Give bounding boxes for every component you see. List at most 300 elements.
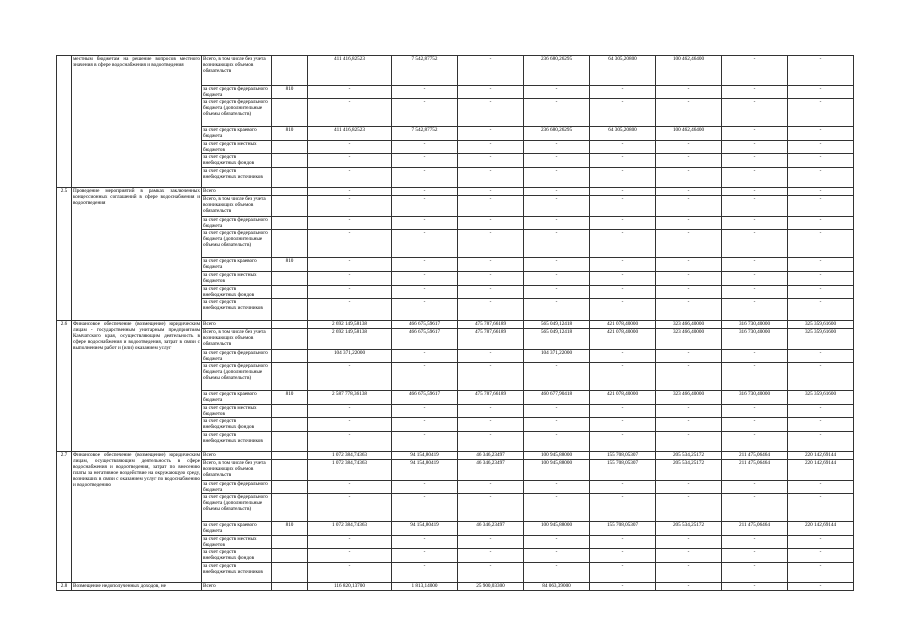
year-amount: -: [524, 168, 590, 188]
year-amount: -: [524, 196, 590, 217]
funding-source: за счет средств краевого бюджета: [202, 258, 272, 272]
year-amount: 466 675,59617: [392, 329, 458, 350]
funding-source: Всего: [202, 321, 272, 329]
year-amount: -: [458, 86, 524, 99]
year-amount: 25 900,03300: [458, 583, 524, 591]
funding-source: за счет средств краевого бюджета: [202, 391, 272, 405]
year-amount: 220 142,69144: [788, 522, 854, 536]
year-amount: -: [458, 56, 524, 86]
year-amount: 7 542,87752: [392, 56, 458, 86]
year-amount: -: [590, 536, 656, 549]
year-amount: -: [722, 494, 788, 522]
year-amount: -: [590, 217, 656, 230]
measure-number: 2.5: [57, 188, 72, 321]
funding-source: за счет средств внебюджетных фондов: [202, 286, 272, 299]
funding-source: Всего, в том числе без учета возникающих объемов обязательств: [202, 460, 272, 481]
table-row: [57, 56, 854, 86]
year-amount: -: [656, 286, 722, 299]
year-amount: -: [392, 141, 458, 154]
funding-source: за счет средств федерального бюджета (дополнительные объемы обязательств): [202, 230, 272, 258]
year-amount: -: [590, 549, 656, 563]
kbk-code: [272, 494, 308, 522]
year-amount: -: [788, 299, 854, 321]
funding-source: за счет средств местных бюджетов: [202, 405, 272, 418]
year-amount: -: [788, 549, 854, 563]
year-amount: -: [788, 286, 854, 299]
year-amount: -: [722, 563, 788, 583]
year-amount: -: [392, 99, 458, 127]
year-amount: -: [656, 405, 722, 418]
table-row: [57, 583, 854, 591]
year-amount: -: [788, 418, 854, 432]
year-amount: -: [656, 536, 722, 549]
table-row: [57, 321, 854, 329]
year-amount: 46 346,23497: [458, 460, 524, 481]
year-amount: -: [722, 154, 788, 168]
year-amount: -: [524, 481, 590, 494]
year-amount: -: [458, 350, 524, 363]
funding-source: за счет средств внебюджетных фондов: [202, 418, 272, 432]
year-amount: -: [722, 188, 788, 196]
total-amount: -: [308, 286, 392, 299]
funding-source: Всего, в том числе без учета возникающих объемов обязательств: [202, 56, 272, 86]
year-amount: 475 787,66189: [458, 321, 524, 329]
kbk-code: [272, 99, 308, 127]
year-amount: -: [656, 363, 722, 391]
year-amount: -: [788, 494, 854, 522]
kbk-code: [272, 549, 308, 563]
year-amount: -: [524, 99, 590, 127]
year-amount: -: [458, 363, 524, 391]
year-amount: -: [788, 363, 854, 391]
year-amount: 100 462,46400: [656, 127, 722, 141]
total-amount: -: [308, 188, 392, 196]
year-amount: 325 359,61600: [788, 329, 854, 350]
kbk-code: [272, 299, 308, 321]
total-amount: 1 072 384,74363: [308, 522, 392, 536]
year-amount: 46 346,23497: [458, 452, 524, 460]
funding-source: за счет средств местных бюджетов: [202, 536, 272, 549]
year-amount: -: [722, 299, 788, 321]
measure-description: местным бюджетам на решение вопросов местного значения в сфере водоснабжения и водоотведения: [72, 56, 202, 188]
year-amount: -: [722, 350, 788, 363]
year-amount: 46 346,23497: [458, 522, 524, 536]
year-amount: -: [458, 217, 524, 230]
year-amount: -: [656, 272, 722, 286]
kbk-code: [272, 405, 308, 418]
year-amount: -: [788, 536, 854, 549]
year-amount: -: [590, 432, 656, 452]
year-amount: -: [788, 432, 854, 452]
kbk-code: [272, 188, 308, 196]
year-amount: 211 475,06464: [722, 452, 788, 460]
year-amount: 475 787,66189: [458, 391, 524, 405]
year-amount: -: [392, 432, 458, 452]
year-amount: -: [722, 99, 788, 127]
year-amount: -: [656, 563, 722, 583]
total-amount: -: [308, 99, 392, 127]
year-amount: -: [590, 154, 656, 168]
year-amount: -: [458, 405, 524, 418]
funding-source: за счет средств внебюджетных источников: [202, 432, 272, 452]
year-amount: -: [590, 99, 656, 127]
year-amount: -: [392, 536, 458, 549]
year-amount: -: [656, 217, 722, 230]
year-amount: 94 154,80419: [392, 452, 458, 460]
year-amount: -: [392, 549, 458, 563]
year-amount: -: [524, 230, 590, 258]
year-amount: -: [524, 494, 590, 522]
year-amount: -: [524, 154, 590, 168]
year-amount: 316 730,40000: [722, 321, 788, 329]
year-amount: 466 675,59617: [392, 321, 458, 329]
total-amount: -: [308, 217, 392, 230]
year-amount: -: [392, 168, 458, 188]
year-amount: -: [458, 168, 524, 188]
year-amount: -: [524, 86, 590, 99]
year-amount: -: [722, 432, 788, 452]
year-amount: -: [524, 299, 590, 321]
total-amount: -: [308, 299, 392, 321]
funding-source: за счет средств федерального бюджета: [202, 217, 272, 230]
year-amount: -: [722, 56, 788, 86]
measure-number: [57, 56, 72, 188]
year-amount: -: [656, 549, 722, 563]
year-amount: 475 787,66189: [458, 329, 524, 350]
year-amount: -: [458, 563, 524, 583]
year-amount: -: [590, 258, 656, 272]
year-amount: -: [788, 99, 854, 127]
kbk-code: [272, 363, 308, 391]
kbk-code: 810: [272, 258, 308, 272]
total-amount: -: [308, 418, 392, 432]
year-amount: -: [788, 272, 854, 286]
measure-description: Финансовое обеспечение (возмещение) юридическим лицам - государственным унитарным предприятиям Камчатского края, осуществляющим деятельность в сфере водоснабжения и водоотведения, затрат в связи с выполнением работ и (или) оказанием услуг: [72, 321, 202, 452]
year-amount: -: [590, 418, 656, 432]
funding-source: за счет средств федерального бюджета: [202, 350, 272, 363]
year-amount: -: [656, 230, 722, 258]
funding-source: Всего: [202, 583, 272, 591]
year-amount: -: [392, 481, 458, 494]
year-amount: -: [722, 258, 788, 272]
year-amount: -: [656, 99, 722, 127]
year-amount: 323 466,40000: [656, 329, 722, 350]
year-amount: -: [458, 536, 524, 549]
year-amount: 100 945,88000: [524, 460, 590, 481]
total-amount: 2 692 149,58138: [308, 329, 392, 350]
kbk-code: [272, 56, 308, 86]
funding-source: за счет средств краевого бюджета: [202, 127, 272, 141]
year-amount: 84 063,39000: [524, 583, 590, 591]
year-amount: -: [524, 272, 590, 286]
year-amount: 94 154,80419: [392, 460, 458, 481]
year-amount: 205 534,25172: [656, 522, 722, 536]
year-amount: -: [392, 230, 458, 258]
funding-source: за счет средств внебюджетных фондов: [202, 154, 272, 168]
year-amount: 466 675,59617: [392, 391, 458, 405]
year-amount: 100 945,88000: [524, 522, 590, 536]
year-amount: -: [524, 432, 590, 452]
year-amount: -: [590, 494, 656, 522]
year-amount: -: [722, 196, 788, 217]
year-amount: 220 142,69144: [788, 452, 854, 460]
year-amount: -: [392, 258, 458, 272]
year-amount: -: [722, 549, 788, 563]
year-amount: -: [392, 405, 458, 418]
measure-description: Возмещение недополученных доходов, не: [72, 583, 202, 591]
year-amount: -: [458, 188, 524, 196]
year-amount: -: [722, 286, 788, 299]
total-amount: -: [308, 405, 392, 418]
year-amount: 460 677,90418: [524, 391, 590, 405]
year-amount: -: [590, 230, 656, 258]
kbk-code: [272, 418, 308, 432]
year-amount: 211 475,06464: [722, 460, 788, 481]
year-amount: -: [656, 154, 722, 168]
year-amount: -: [590, 563, 656, 583]
year-amount: -: [524, 286, 590, 299]
year-amount: -: [788, 230, 854, 258]
year-amount: -: [458, 286, 524, 299]
year-amount: -: [788, 168, 854, 188]
kbk-code: [272, 536, 308, 549]
funding-source: за счет средств внебюджетных фондов: [202, 549, 272, 563]
year-amount: -: [458, 272, 524, 286]
year-amount: -: [788, 405, 854, 418]
year-amount: 100 945,88000: [524, 452, 590, 460]
funding-source: за счет средств внебюджетных источников: [202, 299, 272, 321]
kbk-code: [272, 321, 308, 329]
year-amount: -: [656, 141, 722, 154]
funding-source: за счет средств федерального бюджета (дополнительные объемы обязательств): [202, 494, 272, 522]
year-amount: -: [722, 86, 788, 99]
year-amount: 155 708,05307: [590, 452, 656, 460]
year-amount: -: [788, 350, 854, 363]
year-amount: -: [590, 481, 656, 494]
year-amount: -: [722, 217, 788, 230]
year-amount: -: [524, 188, 590, 196]
year-amount: -: [392, 299, 458, 321]
kbk-code: [272, 452, 308, 460]
total-amount: -: [308, 141, 392, 154]
year-amount: -: [656, 299, 722, 321]
year-amount: 316 730,40000: [722, 329, 788, 350]
year-amount: -: [524, 141, 590, 154]
funding-source: за счет средств федерального бюджета: [202, 86, 272, 99]
measure-description: Финансовое обеспечение (возмещение) юридическим лицам, осуществляющим деятельность в сфере водоснабжения и водоотведения, затрат по внесению платы за негативное воздействие на окружающую среду, возникших в связи с оказанием услуг по водоснабжению и водоотведению: [72, 452, 202, 583]
year-amount: 236 680,26295: [524, 56, 590, 86]
kbk-code: [272, 563, 308, 583]
year-amount: -: [590, 583, 656, 591]
year-amount: -: [458, 258, 524, 272]
year-amount: -: [458, 299, 524, 321]
year-amount: -: [458, 154, 524, 168]
year-amount: -: [722, 583, 788, 591]
kbk-code: [272, 432, 308, 452]
year-amount: -: [788, 481, 854, 494]
year-amount: -: [392, 196, 458, 217]
funding-source: Всего: [202, 452, 272, 460]
kbk-code: [272, 217, 308, 230]
year-amount: -: [524, 217, 590, 230]
funding-source: за счет средств внебюджетных источников: [202, 563, 272, 583]
year-amount: 104 371,22000: [524, 350, 590, 363]
year-amount: 1 813,14000: [392, 583, 458, 591]
year-amount: -: [392, 86, 458, 99]
year-amount: -: [656, 432, 722, 452]
year-amount: -: [656, 168, 722, 188]
year-amount: 155 708,05307: [590, 522, 656, 536]
total-amount: -: [308, 536, 392, 549]
year-amount: 421 078,40000: [590, 329, 656, 350]
year-amount: -: [392, 563, 458, 583]
funding-source: за счет средств внебюджетных источников: [202, 168, 272, 188]
kbk-code: [272, 350, 308, 363]
kbk-code: [272, 230, 308, 258]
year-amount: -: [788, 188, 854, 196]
measure-number: 2.8: [57, 583, 72, 591]
year-amount: -: [392, 154, 458, 168]
year-amount: 565 049,12418: [524, 329, 590, 350]
year-amount: -: [524, 258, 590, 272]
year-amount: -: [788, 127, 854, 141]
total-amount: 2 587 778,36138: [308, 391, 392, 405]
year-amount: 155 708,05307: [590, 460, 656, 481]
kbk-code: [272, 329, 308, 350]
table-row: [57, 452, 854, 460]
year-amount: 421 078,40000: [590, 321, 656, 329]
year-amount: -: [458, 418, 524, 432]
year-amount: 205 534,25172: [656, 460, 722, 481]
total-amount: -: [308, 258, 392, 272]
year-amount: -: [524, 363, 590, 391]
kbk-code: [272, 481, 308, 494]
budget-table-body: [57, 56, 854, 591]
funding-source: за счет средств федерального бюджета (дополнительные объемы обязательств): [202, 363, 272, 391]
total-amount: -: [308, 432, 392, 452]
table-row: [57, 188, 854, 196]
funding-source: за счет средств местных бюджетов: [202, 141, 272, 154]
funding-source: за счет средств местных бюджетов: [202, 272, 272, 286]
year-amount: -: [722, 363, 788, 391]
total-amount: 1 072 384,74363: [308, 460, 392, 481]
measure-description: Проведение мероприятий в рамках заключенных концессионных соглашений в сфере водоснабжения и водоотведения: [72, 188, 202, 321]
year-amount: 205 534,25172: [656, 452, 722, 460]
year-amount: 100 462,46400: [656, 56, 722, 86]
total-amount: -: [308, 363, 392, 391]
year-amount: -: [524, 536, 590, 549]
total-amount: -: [308, 86, 392, 99]
year-amount: 565 049,12418: [524, 321, 590, 329]
year-amount: -: [458, 196, 524, 217]
year-amount: -: [590, 299, 656, 321]
year-amount: 220 142,69144: [788, 460, 854, 481]
year-amount: 64 305,20800: [590, 127, 656, 141]
year-amount: -: [788, 217, 854, 230]
year-amount: -: [590, 141, 656, 154]
year-amount: 325 359,61600: [788, 391, 854, 405]
year-amount: -: [524, 405, 590, 418]
year-amount: 323 466,40000: [656, 391, 722, 405]
total-amount: 116 820,13700: [308, 583, 392, 591]
year-amount: -: [656, 418, 722, 432]
year-amount: -: [656, 583, 722, 591]
total-amount: -: [308, 481, 392, 494]
kbk-code: 810: [272, 391, 308, 405]
year-amount: -: [458, 432, 524, 452]
year-amount: 316 730,40000: [722, 391, 788, 405]
kbk-code: [272, 583, 308, 591]
year-amount: -: [392, 286, 458, 299]
year-amount: -: [722, 418, 788, 432]
year-amount: -: [656, 86, 722, 99]
kbk-code: 810: [272, 86, 308, 99]
year-amount: -: [458, 127, 524, 141]
year-amount: -: [656, 188, 722, 196]
year-amount: -: [788, 56, 854, 86]
year-amount: -: [392, 350, 458, 363]
year-amount: -: [590, 196, 656, 217]
year-amount: -: [392, 418, 458, 432]
year-amount: -: [788, 563, 854, 583]
year-amount: 211 475,06464: [722, 522, 788, 536]
year-amount: -: [458, 481, 524, 494]
year-amount: 323 466,40000: [656, 321, 722, 329]
year-amount: -: [590, 272, 656, 286]
total-amount: -: [308, 549, 392, 563]
total-amount: 104 371,22000: [308, 350, 392, 363]
measure-number: 2.7: [57, 452, 72, 583]
year-amount: -: [458, 494, 524, 522]
year-amount: -: [458, 99, 524, 127]
year-amount: -: [458, 141, 524, 154]
funding-source: за счет средств краевого бюджета: [202, 522, 272, 536]
year-amount: -: [458, 549, 524, 563]
funding-source: за счет средств федерального бюджета: [202, 481, 272, 494]
total-amount: -: [308, 196, 392, 217]
year-amount: -: [392, 494, 458, 522]
year-amount: 325 359,61600: [788, 321, 854, 329]
year-amount: -: [590, 86, 656, 99]
total-amount: 411 416,82523: [308, 127, 392, 141]
year-amount: -: [656, 258, 722, 272]
year-amount: -: [788, 583, 854, 591]
year-amount: -: [590, 350, 656, 363]
total-amount: 2 692 149,58138: [308, 321, 392, 329]
kbk-code: [272, 196, 308, 217]
year-amount: -: [590, 286, 656, 299]
year-amount: -: [788, 86, 854, 99]
year-amount: -: [722, 272, 788, 286]
year-amount: 94 154,80419: [392, 522, 458, 536]
total-amount: 411 416,82523: [308, 56, 392, 86]
year-amount: -: [788, 141, 854, 154]
year-amount: 421 078,40000: [590, 391, 656, 405]
year-amount: -: [656, 481, 722, 494]
year-amount: -: [788, 154, 854, 168]
year-amount: -: [392, 217, 458, 230]
year-amount: -: [590, 168, 656, 188]
year-amount: -: [722, 230, 788, 258]
kbk-code: [272, 141, 308, 154]
year-amount: -: [656, 196, 722, 217]
kbk-code: [272, 272, 308, 286]
year-amount: -: [722, 127, 788, 141]
year-amount: -: [656, 494, 722, 522]
total-amount: -: [308, 230, 392, 258]
year-amount: -: [524, 549, 590, 563]
budget-table: [56, 55, 854, 591]
